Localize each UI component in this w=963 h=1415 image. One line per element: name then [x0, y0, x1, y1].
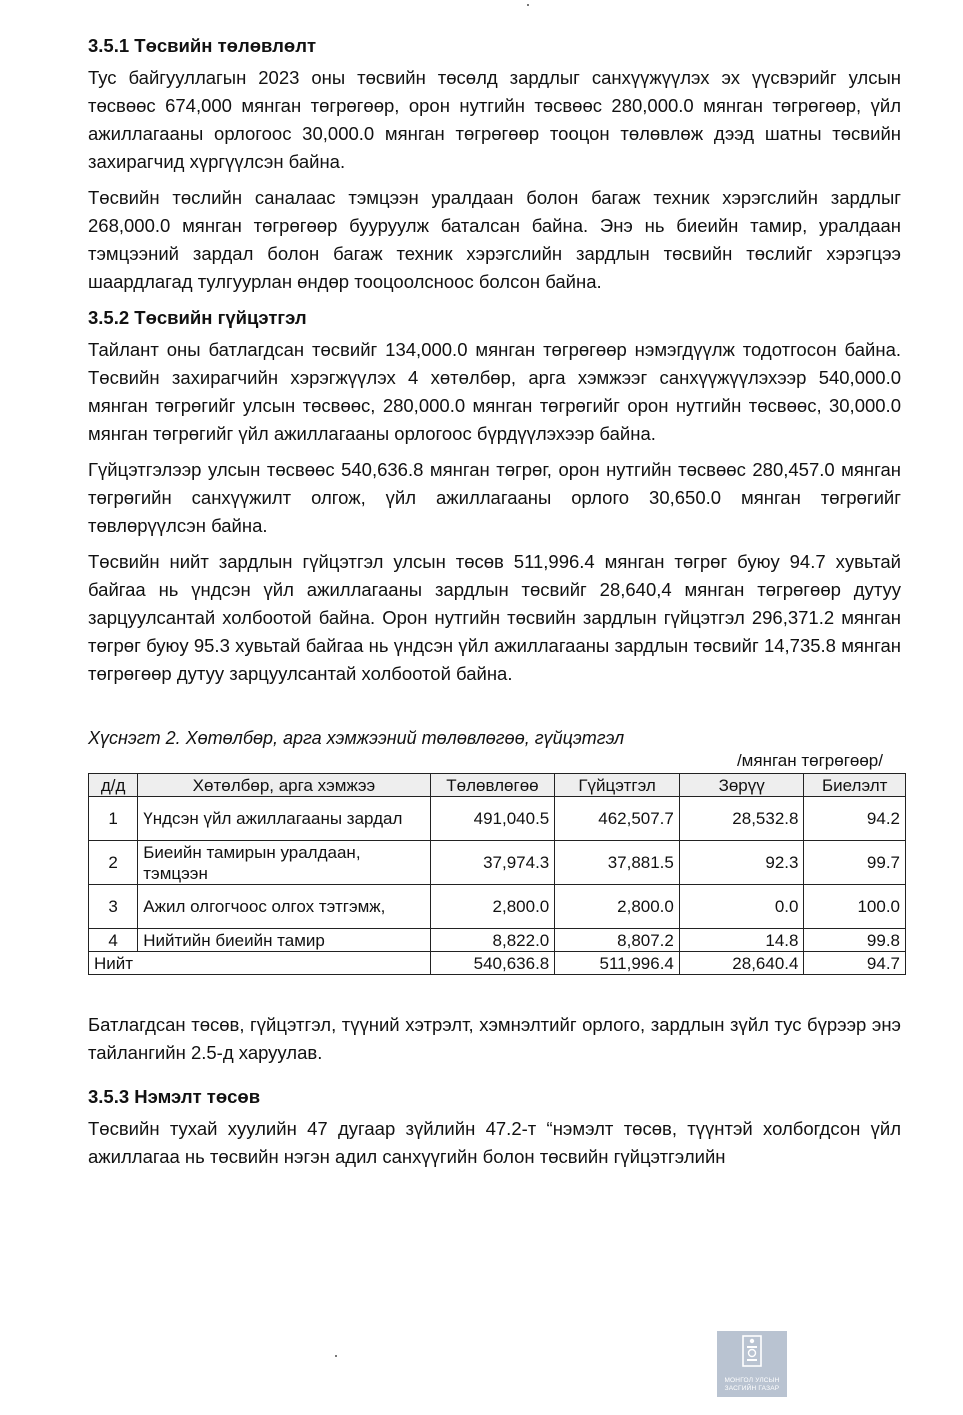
scan-speck [527, 4, 529, 6]
row-plan: 491,040.5 [430, 797, 555, 841]
table-caption: Хүснэгт 2. Хөтөлбөр, арга хэмжээний төлөвлөгөө, гүйцэтгэл [88, 728, 625, 748]
row-completion: 94.2 [804, 797, 906, 841]
section-3-5-2-title: 3.5.2 Төсвийн гүйцэтгэл [88, 307, 307, 328]
scan-speck [335, 1355, 337, 1357]
government-logo [717, 1331, 787, 1397]
section-3-5-3-title: 3.5.3 Нэмэлт төсөв [88, 1086, 261, 1107]
table-header-row [89, 774, 906, 797]
section-3-5-1-paragraph-2: Төсвийн төслийн саналаас тэмцээн уралдаан болон багаж техник хэрэгслийн зардлыг 268,000.0 мянган төгрөгөөр бууруулж баталсан байна. Энэ нь биеийн тамир, уралдаан тэмцээний зардал болон багаж техник хэрэгслийн зардлын төсвийн төслийг хэрэгцээ шаардлагад тулгуурлан өндөр тооцоолсноос болсон байна. [88, 187, 901, 292]
logo-text-line-2: ЗАСГИЙН ГАЗАР [724, 1385, 780, 1392]
row-index: 4 [89, 929, 138, 952]
row-plan: 2,800.0 [430, 885, 555, 929]
header-cell: Хөтөлбөр, арга хэмжээ [138, 774, 430, 797]
row-index: 3 [89, 885, 138, 929]
header-cell: д/д [89, 774, 138, 797]
row-difference: 14.8 [679, 929, 804, 952]
row-difference: 92.3 [679, 841, 804, 885]
after-table-paragraph: Батлагдсан төсөв, гүйцэтгэл, түүний хэтрэлт, хэмнэлтийг орлого, зардлын зүйл тус бүрээр энэ тайлангийн 2.5-д харуулав. [88, 1014, 901, 1063]
table-row [89, 841, 906, 885]
total-completion: 94.7 [804, 952, 906, 975]
row-program: Нийтийн биеийн тамир [138, 929, 430, 952]
section-3-5-1-paragraph-1: Тус байгууллагын 2023 оны төсвийн төсөлд зардлыг санхүүжүүлэх эх үүсвэрийг улсын төсвөөс 674,000 мянган төгрөгөөр, орон нутгийн төсвөөс 280,000.0 мянган төгрөгөөр, үйл ажиллагааны орлогоос 30,000.0 мянган төгрөгөөр тооцон төлөвлөж дээд шатны төсвийн захирагчид хүргүүлсэн байна. [88, 67, 901, 172]
row-plan: 37,974.3 [430, 841, 555, 885]
table-row [89, 885, 906, 929]
row-performance: 462,507.7 [555, 797, 680, 841]
page-content [88, 32, 901, 1171]
row-completion: 99.7 [804, 841, 906, 885]
row-program: Ажил олгогчоос олгох тэтгэмж, [138, 885, 430, 929]
row-difference: 28,532.8 [679, 797, 804, 841]
row-plan: 8,822.0 [430, 929, 555, 952]
row-program: Үндсэн үйл ажиллагааны зардал [138, 797, 430, 841]
section-3-5-2-paragraph-1: Тайлант оны батлагдсан төсвийг 134,000.0 мянган төгрөгөөр нэмэгдүүлж тодотгосон байна. Төсвийн захирагчийн хэрэгжүүлэх 4 хөтөлбөр, арга хэмжээг санхүүжүүлэхээр 540,000.0 мянган төгрөгийг улсын төсвөөс, 280,000.0 мянган төгрөгийг орон нутгийн төсвөөс, 30,000.0 мянган төгрөгийг үйл ажиллагааны орлогоос бүрдүүлэхээр байна. [88, 339, 901, 444]
header-cell: Төлөвлөгөө [430, 774, 555, 797]
row-program: Биеийн тамирын уралдаан, тэмцээн [138, 841, 430, 885]
table-row [89, 797, 906, 841]
section-3-5-3-paragraph-1: Төсвийн тухай хуулийн 47 дугаар зүйлийн 47.2-т “нэмэлт төсөв, түүнтэй холбогдсон үйл ажиллагаа нь төсвийн нэгэн адил санхүүгийн болон төсвийн гүйцэтгэлийн [88, 1118, 901, 1167]
section-3-5-2-paragraph-3: Төсвийн нийт зардлын гүйцэтгэл улсын төсөв 511,996.4 мянган төгрөг буюу 94.7 хувьтай байгаа нь үндсэн үйл ажиллагааны зардлын төсвийг 28,640,4 мянган төгрөгөөр дутуу зарцуулсантай холбоотой байна. Орон нутгийн төсвийн зардлын гүйцэтгэл 296,371.2 мянган төгрөг буюу 95.3 хувьтай байгаа нь үндсэн үйл ажиллагааны зардлын төсвийг 14,735.8 мянган төгрөгөөр дутуу зарцуулсантай холбоотой байна. [88, 551, 901, 684]
total-plan: 540,636.8 [430, 952, 555, 975]
header-cell: Зөрүү [679, 774, 804, 797]
section-3-5-1-title: 3.5.1 Төсвийн төлөвлөлт [88, 35, 317, 56]
row-index: 2 [89, 841, 138, 885]
row-performance: 37,881.5 [555, 841, 680, 885]
row-difference: 0.0 [679, 885, 804, 929]
total-difference: 28,640.4 [679, 952, 804, 975]
row-completion: 100.0 [804, 885, 906, 929]
header-cell: Гүйцэтгэл [555, 774, 680, 797]
total-performance: 511,996.4 [555, 952, 680, 975]
row-performance: 8,807.2 [555, 929, 680, 952]
table-row [89, 929, 906, 952]
soyombo-emblem-icon [717, 1335, 787, 1377]
table-unit: /мянган төгрөгөөр/ [736, 751, 883, 770]
program-table [88, 773, 906, 975]
row-completion: 99.8 [804, 929, 906, 952]
row-index: 1 [89, 797, 138, 841]
section-3-5-2-paragraph-2: Гүйцэтгэлээр улсын төсвөөс 540,636.8 мянган төгрөг, орон нутгийн төсвөөс 280,457.0 мянган төгрөгийн санхүүжилт олгож, үйл ажиллагааны орлого 30,650.0 мянган төгрөгийг төвлөрүүлсэн байна. [88, 459, 901, 536]
logo-text-line-1: МОНГОЛ УЛСЫН [724, 1377, 780, 1384]
total-label: Нийт [89, 952, 431, 975]
row-performance: 2,800.0 [555, 885, 680, 929]
header-cell: Биелэлт [804, 774, 906, 797]
table-total-row [89, 952, 906, 975]
